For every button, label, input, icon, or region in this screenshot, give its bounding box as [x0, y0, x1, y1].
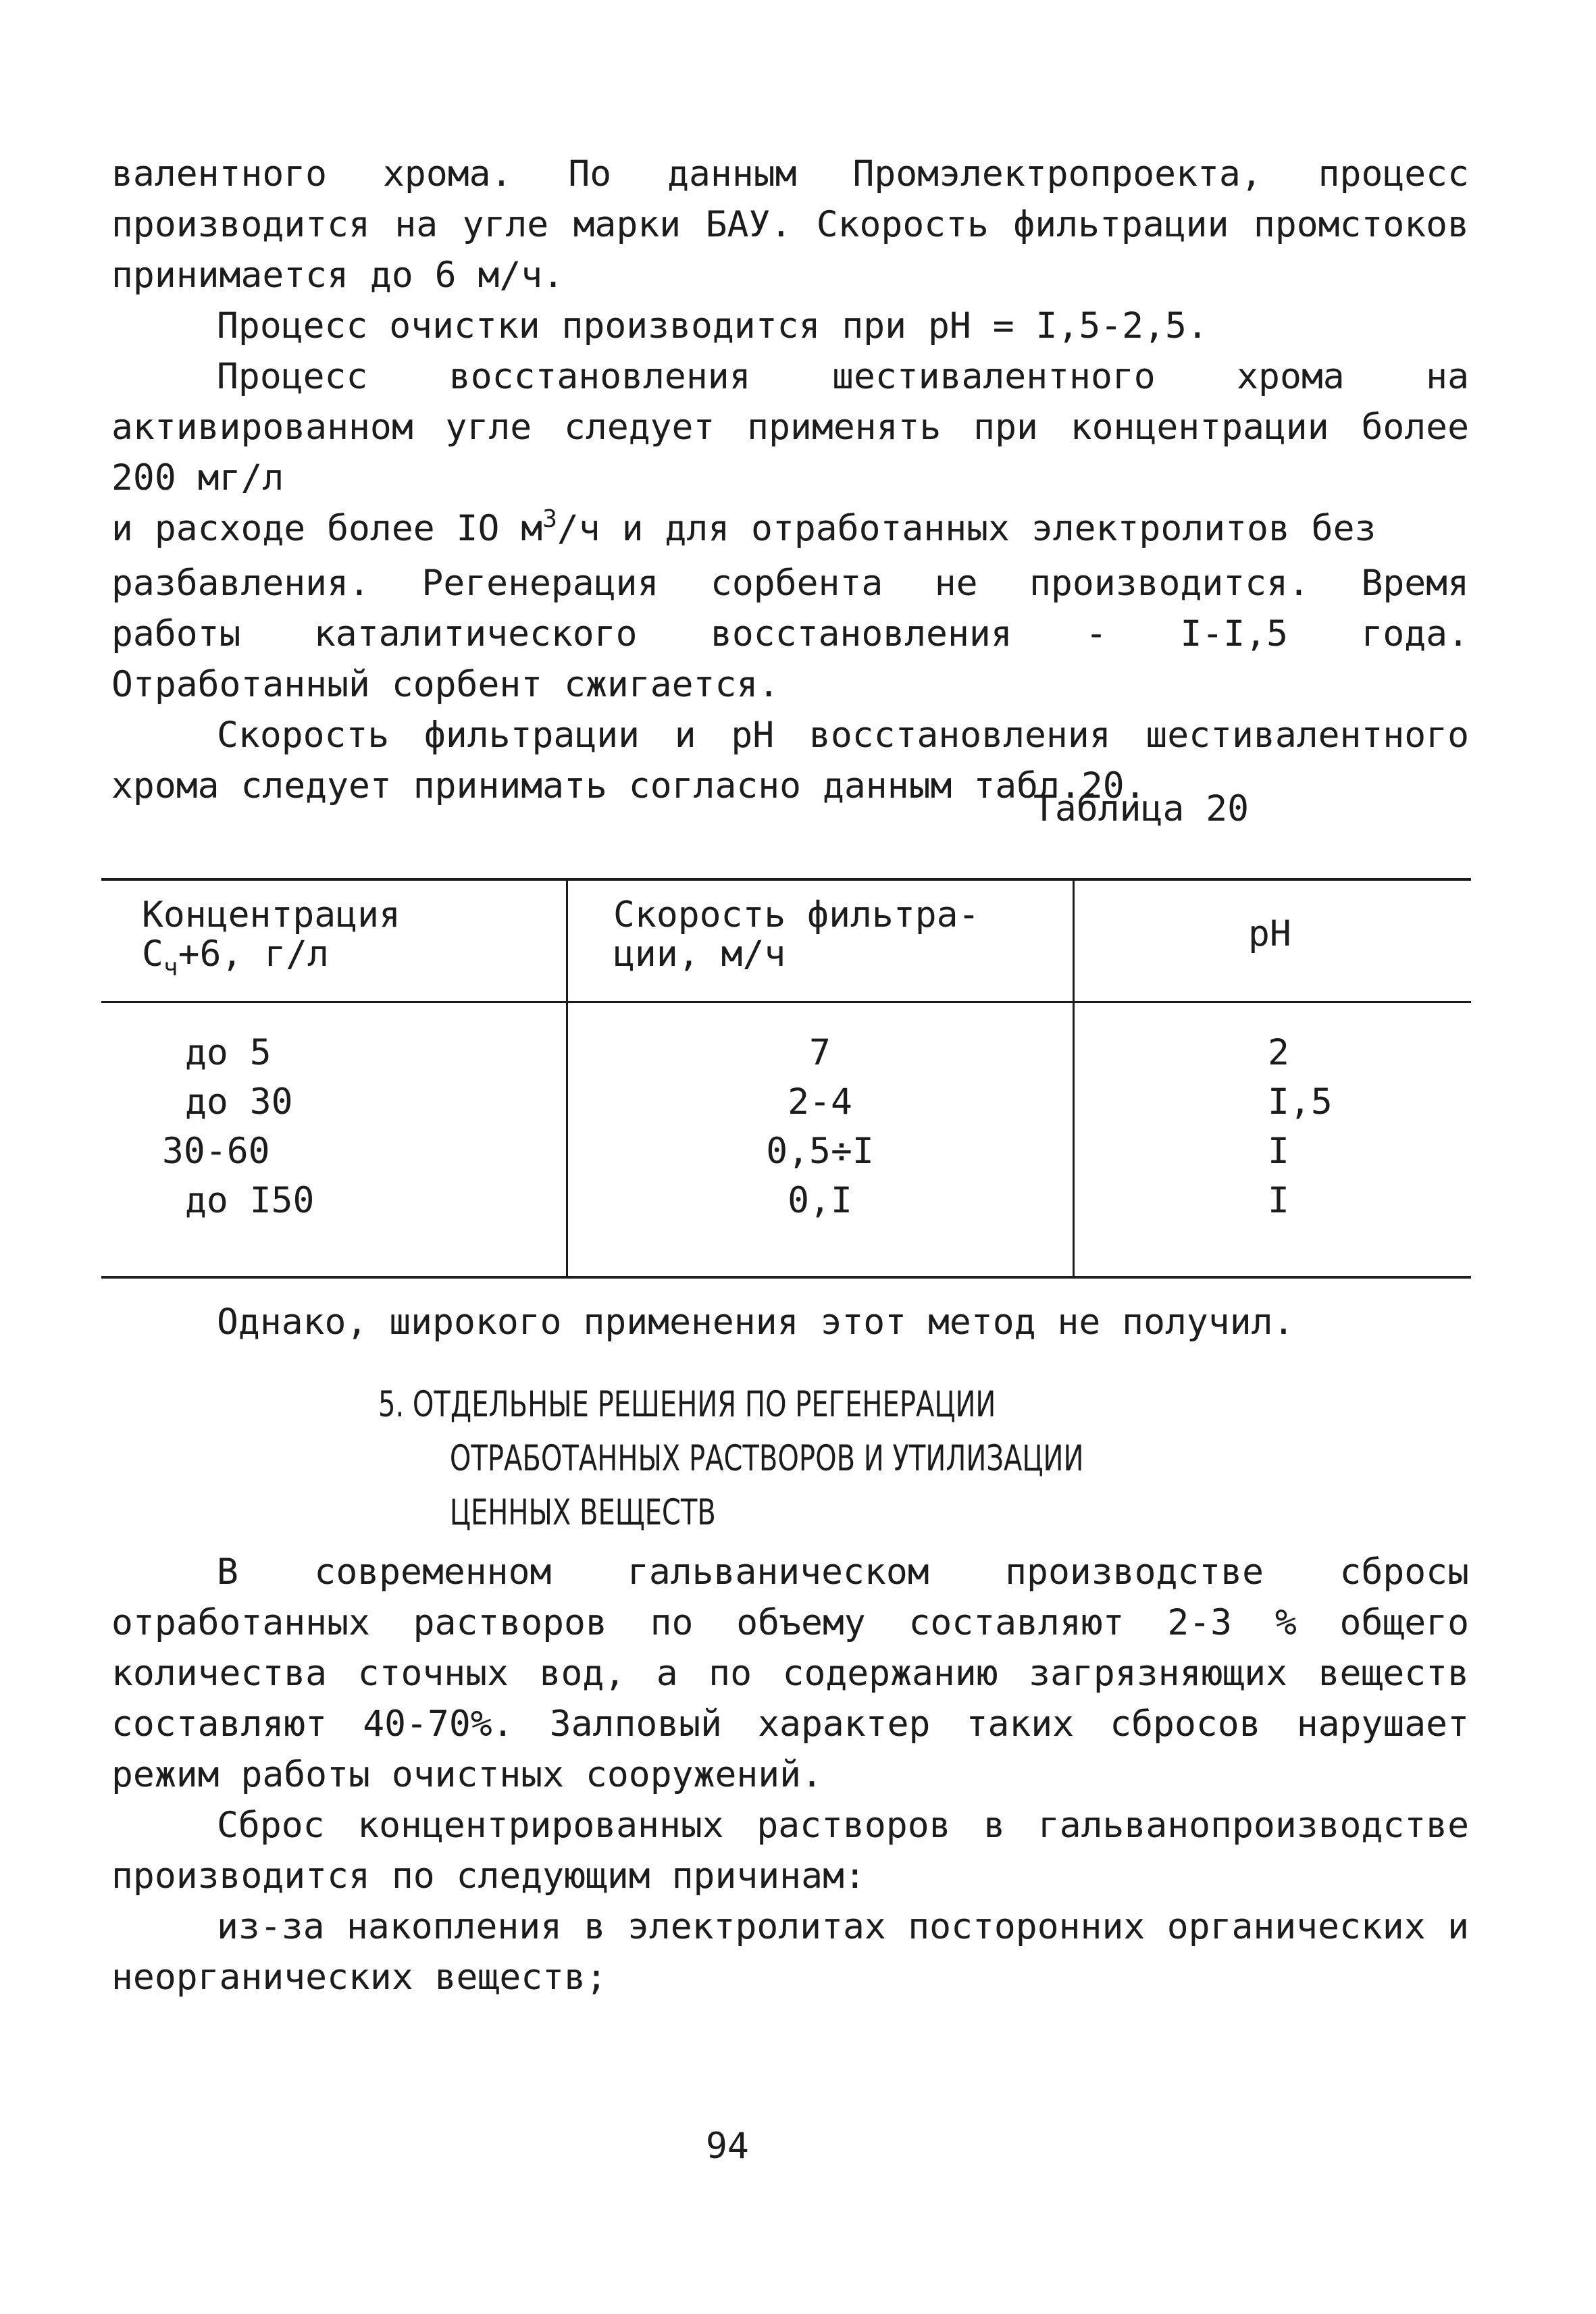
table-cell: до 30	[185, 1081, 293, 1123]
paragraph-2: Процесс очистки производится при рН = I,5-2,5.	[217, 305, 1208, 346]
text-block-bottom	[111, 1547, 1491, 2003]
section-heading-line-1: 5. ОТДЕЛЬНЫЕ РЕШЕНИЯ ПО РЕГЕНЕРАЦИИ	[378, 1384, 996, 1425]
text-block-top	[111, 149, 1491, 811]
table-cell: 0,I	[788, 1180, 852, 1221]
header-divider	[101, 1001, 1471, 1003]
section-heading	[378, 1378, 1083, 1540]
column-ph	[1268, 1028, 1333, 1225]
section-heading-line-3: ЦЕННЫХ ВЕЩЕСТВ	[449, 1492, 716, 1533]
table-cell: 0,5÷I	[766, 1131, 874, 1172]
header-ph: рН	[1248, 913, 1291, 954]
paragraph-3: Процесс восстановления шестивалентного хрома на активированном угле следует применять при концентрации более 200 мг/л	[111, 356, 1491, 498]
table-cell: до I50	[185, 1180, 315, 1221]
paragraph-3-line-3: и расходе более IO $м^3/ч$ и для отработанных электролитов без	[111, 505, 1376, 549]
text-after-table	[111, 1297, 1469, 1347]
table-cell: до 5	[185, 1032, 272, 1073]
table-cell: 7	[809, 1032, 831, 1073]
table-caption: Таблица 20	[1033, 788, 1250, 829]
data-table	[101, 878, 1471, 1279]
table-cell: I,5	[1268, 1081, 1333, 1123]
column-divider	[1073, 881, 1075, 1276]
paragraph-after-table: Однако, широкого применения этот метод не получил.	[217, 1302, 1295, 1343]
table-cell: 2-4	[788, 1081, 852, 1123]
table-cell: I	[1268, 1180, 1289, 1221]
paragraph-1: валентного хрома. По данным Промэлектропроекта, процесс производится на угле марки БАУ. Скорость фильтрации промстоков принимается до 6 м/ч.	[111, 153, 1491, 296]
table-cell: 30-60	[162, 1131, 270, 1172]
header-concentration: Концентрация $С_ч+6$, г/л	[142, 894, 401, 981]
column-filtration-rate	[567, 1028, 1073, 1225]
table-cell: I	[1268, 1131, 1289, 1172]
paragraph-7: из-за накопления в электролитах посторонних органических и неорганических веществ;	[111, 1906, 1491, 1998]
column-concentration	[149, 1028, 314, 1225]
page-number: 94	[706, 2126, 749, 2167]
paragraph-4: Скорость фильтрации и рН восстановления шестивалентного хрома следует принимать согласно данным табл.20.	[111, 715, 1491, 806]
paragraph-6: Сброс концентрированных растворов в гальванопроизводстве производится по следующим причинам:	[111, 1805, 1491, 1897]
paragraph-3-continued: разбавления. Регенерация сорбента не производится. Время работы каталитического восстановления - I-I,5 года. Отработанный сорбент сжигается.	[111, 563, 1491, 705]
table-cell: 2	[1268, 1032, 1289, 1073]
paragraph-5: В современном гальваническом производстве сбросы отработанных растворов по объему составляют 2-3 % общего количества сточных вод, а по содержанию загрязняющих веществ составляют 40-70%. Залповый характер таких сбросов нарушает режим работы очистных сооружений.	[111, 1551, 1491, 1795]
header-filtration-rate: Скорость фильтра- ции, м/ч	[613, 894, 980, 975]
section-heading-line-2: ОТРАБОТАННЫХ РАСТВОРОВ И УТИЛИЗАЦИИ	[449, 1438, 1084, 1479]
header-concentration-unit: $С_ч+6$, г/л	[142, 933, 329, 981]
